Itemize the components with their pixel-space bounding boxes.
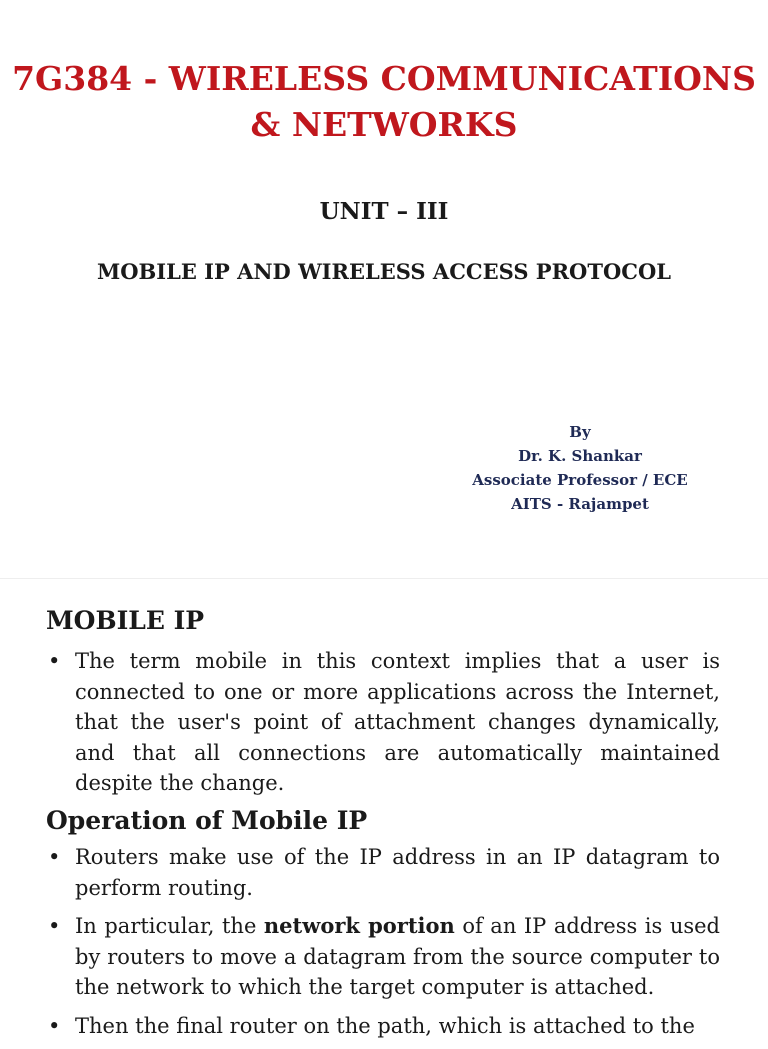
bullet-text: of an IP address is used by routers to move a datagram from the source computer to the network to which the target computer is attached. [75,914,720,999]
bullet-list-1 [46,646,720,807]
bullet-item [46,911,720,1003]
bullet-item: • The term mobile in this context implies that a user is connected to one or more applications across the Internet, that the user's point of attachment changes dynamically, and that all connections are automatically maintained despite the change. [46,646,720,799]
author-name: Dr. K. Shankar [518,447,642,465]
slide-divider [0,578,768,579]
author-byline [440,420,720,516]
course-title-line2: & NETWORKS [250,105,518,144]
bullet-list-2 [46,842,720,1049]
section-heading-mobile-ip: MOBILE IP [46,606,205,635]
bullet-text: In particular, the [75,914,264,938]
course-title [0,56,768,148]
unit-subtitle: MOBILE IP AND WIRELESS ACCESS PROTOCOL [96,259,672,284]
author-designation: Associate Professor / ECE [472,471,688,489]
bullet-item: • Then the final router on the path, which is attached to the [46,1011,720,1042]
bullet-item: • Routers make use of the IP address in an IP datagram to perform routing. [46,842,720,903]
section-heading-operation: Operation of Mobile IP [46,806,368,835]
course-title-line1: 7G384 - WIRELESS COMMUNICATIONS [12,59,756,98]
bullet-bold-text: network portion [263,913,455,938]
unit-label: UNIT – III [319,198,449,225]
byline-by: By [569,423,591,441]
author-institute: AITS - Rajampet [511,495,649,513]
